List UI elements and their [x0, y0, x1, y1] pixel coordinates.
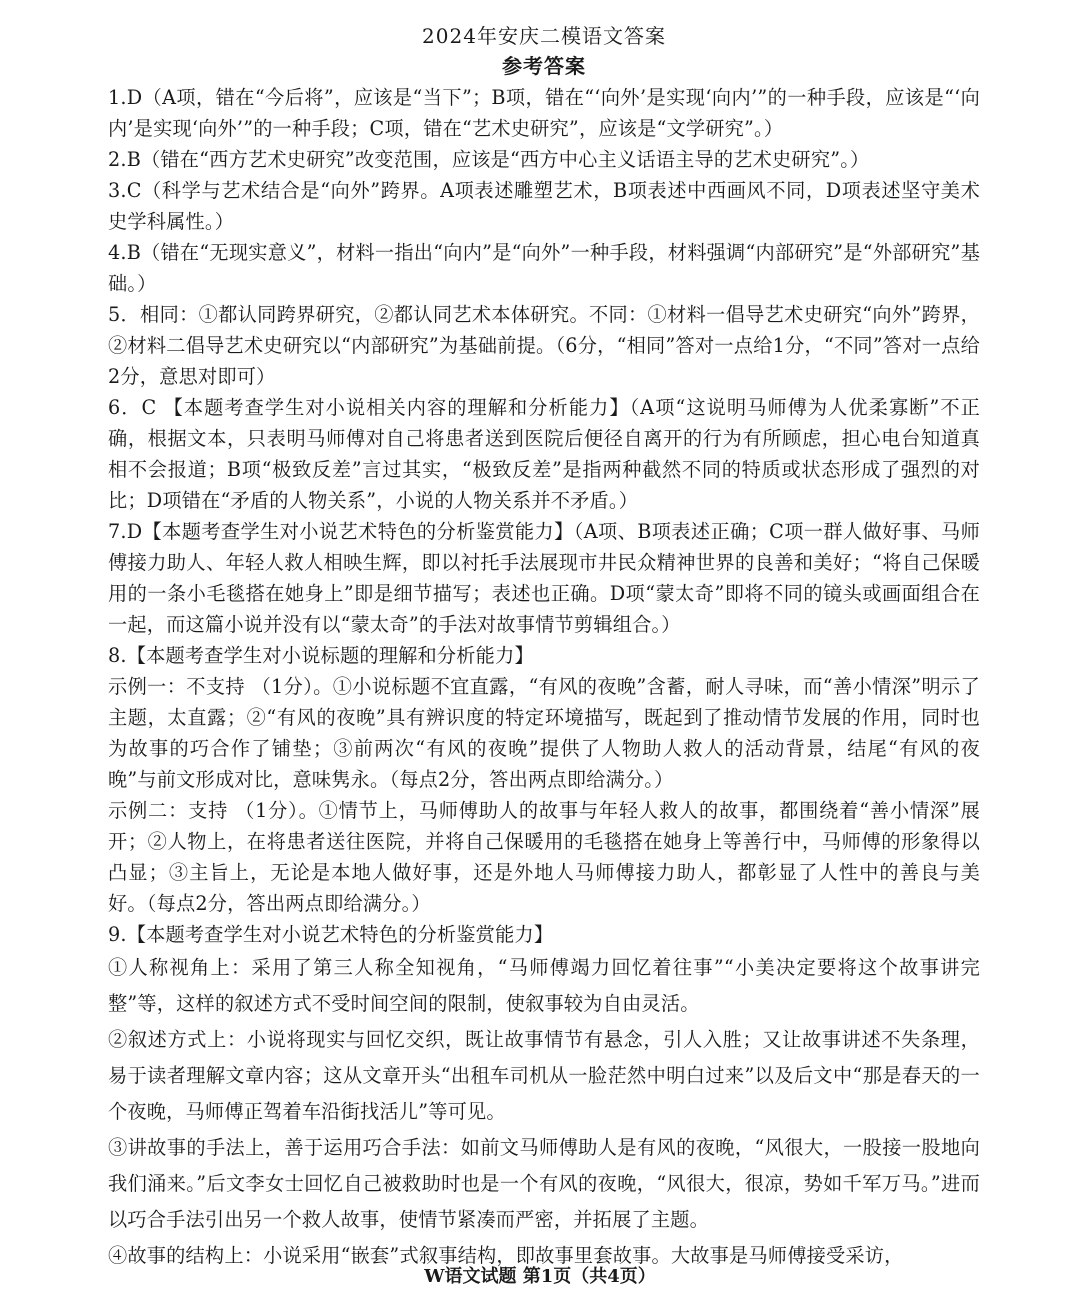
answer-9-point-4: ④故事的结构上：小说采用“嵌套”式叙事结构，即故事里套故事。大故事是马师傅接受采访， — [108, 1244, 904, 1267]
answer-9-heading: 9.【本题考查学生对小说艺术特色的分析鉴赏能力】 — [108, 923, 554, 946]
document-subtitle: 参考答案 — [502, 54, 586, 78]
answer-9-point-3: ③讲故事的手法上，善于运用巧合手法：如前文马师傅助人是有风的夜晚，“风很大，一股接一股地向我们涌来。”后文李女士回忆自己被救助时也是一个有风的夜晚，“风很大，很凉，势如千军万马。”进而以巧合手法引出另一个救人故事，使情节紧凑而严密，并拓展了主题。 — [108, 1136, 980, 1231]
answer-9-point-1: ①人称视角上：采用了第三人称全知视角，“马师傅竭力回忆着往事”“小美决定要将这个故事讲完整”等，这样的叙述方式不受时间空间的限制，使叙事较为自由灵活。 — [108, 956, 980, 1015]
answer-8-heading: 8.【本题考查学生对小说标题的理解和分析能力】 — [108, 644, 534, 667]
answer-2: 2.B（错在“西方艺术史研究”改变范围，应该是“西方中心主义话语主导的艺术史研究”。） — [108, 148, 870, 171]
answer-7: 7.D【本题考查学生对小说艺术特色的分析鉴赏能力】（A项、B项表述正确；C项一群人做好事、马师傅接力助人、年轻人救人相映生辉，即以衬托手法展现市井民众精神世界的良善和美好；“将自己保暖用的一条小毛毯搭在她身上”即是细节描写；表述也正确。D项“蒙太奇”即将不同的镜头或画面组合在一起，而这篇小说并没有以“蒙太奇”的手法对故事情节剪辑组合。） — [108, 520, 980, 636]
answer-9-point-2: ②叙述方式上：小说将现实与回忆交织，既让故事情节有悬念，引人入胜；又让故事讲述不失条理，易于读者理解文章内容；这从文章开头“出租车司机从一脸茫然中明白过来”以及后文中“那是春天的一个夜晚，马师傅正驾着车沿街找活儿”等可见。 — [108, 1028, 980, 1123]
answer-6: 6．C 【本题考查学生对小说相关内容的理解和分析能力】（A项“这说明马师傅为人优柔寡断”不正确，根据文本，只表明马师傅对自己将患者送到医院后便径自离开的行为有所顾虑，担心电台知道真相不会报道；B项“极致反差”言过其实，“极致反差”是指两种截然不同的特质或状态形成了强烈的对比；D项错在“矛盾的人物关系”，小说的人物关系并不矛盾。） — [108, 396, 980, 512]
answer-1: 1.D（A项，错在“今后将”，应该是“当下”；B项，错在“‘向外’是实现‘向内’”的一种手段，应该是“‘向内’是实现‘向外’”的一种手段；C项，错在“艺术史研究”，应该是“文学研究”。） — [108, 86, 980, 140]
answer-4: 4.B（错在“无现实意义”，材料一指出“向内”是“向外”一种手段，材料强调“内部研究”是“外部研究”基础。） — [108, 241, 980, 295]
answer-3: 3.C（科学与艺术结合是“向外”跨界。A项表述雕塑艺术，B项表述中西画风不同，D项表述坚守美术史学科属性。） — [108, 179, 980, 233]
document-title: 2024年安庆二模语文答案 — [422, 24, 666, 48]
answer-8-example-2: 示例二：支持 （1分）。①情节上，马师傅助人的故事与年轻人救人的故事，都围绕着“善小情深”展开；②人物上，在将患者送往医院，并将自己保暖用的毛毯搭在她身上等善行中，马师傅的形象得以凸显；③主旨上，无论是本地人做好事，还是外地人马师傅接力助人，都彰显了人性中的善良与美好。（每点2分，答出两点即给满分。） — [108, 799, 980, 915]
answer-8-example-1: 示例一：不支持 （1分）。①小说标题不宜直露，“有风的夜晚”含蓄，耐人寻味，而“善小情深”明示了主题，太直露；②“有风的夜晚”具有辨识度的特定环境描写，既起到了推动情节发展的作用，同时也为故事的巧合作了铺垫；③前两次“有风的夜晚”提供了人物助人救人的活动背景，结尾“有风的夜晚”与前文形成对比，意味隽永。（每点2分，答出两点即给满分。） — [108, 675, 980, 791]
answer-5: 5．相同：①都认同跨界研究，②都认同艺术本体研究。不同：①材料一倡导艺术史研究“向外”跨界，②材料二倡导艺术史研究以“内部研究”为基础前提。（6分，“相同”答对一点给1分，“不同”答对一点给2分，意思对即可） — [108, 303, 980, 388]
page-footer: W语文试题 第1页（共4页） — [424, 1266, 656, 1287]
